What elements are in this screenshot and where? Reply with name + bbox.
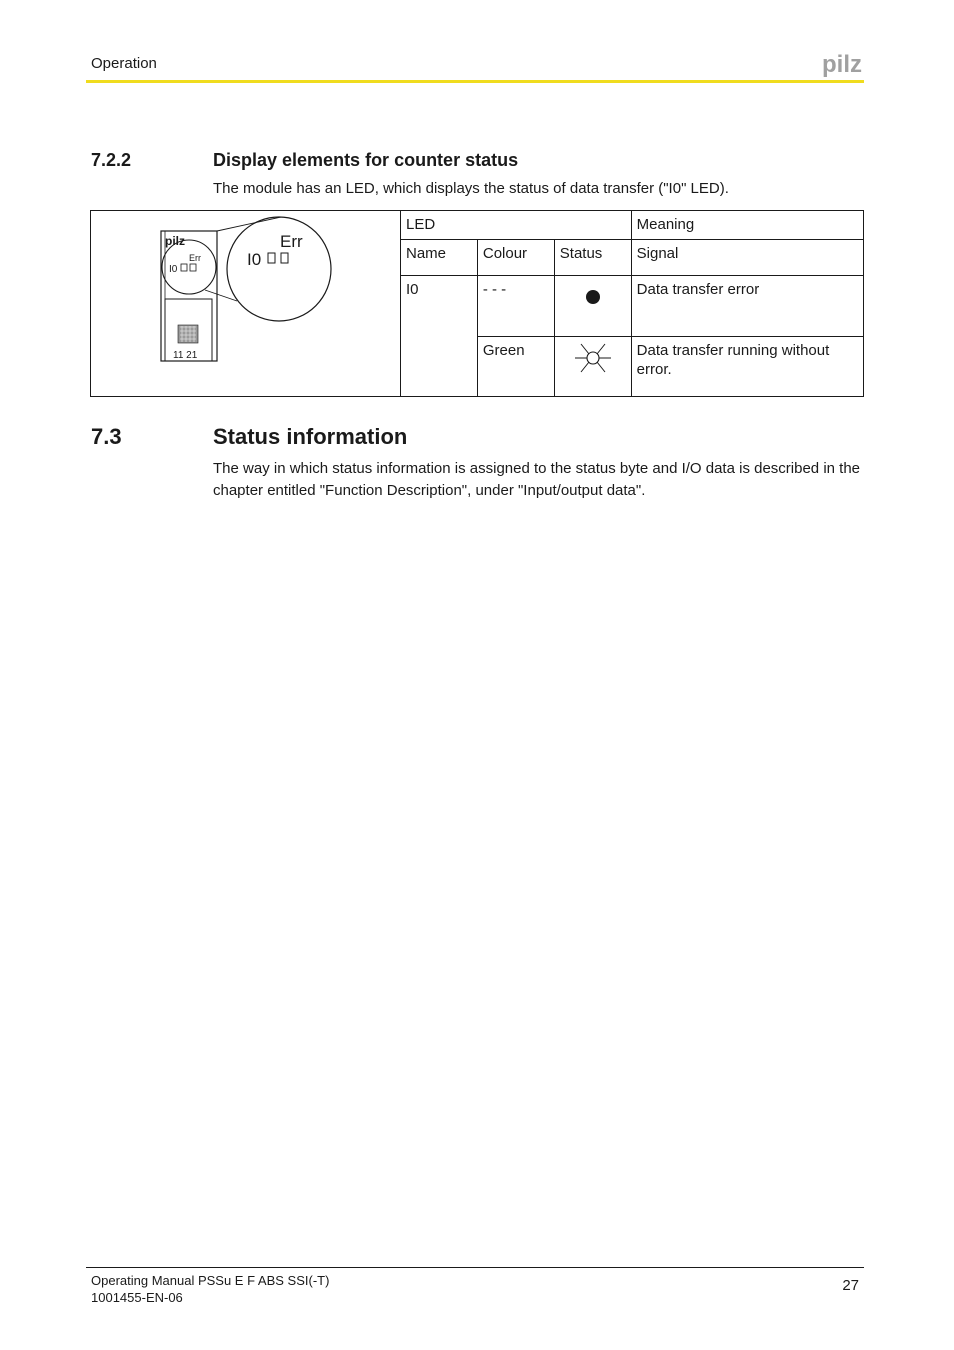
zoom-i0-label: I0 xyxy=(247,250,262,269)
status-cell xyxy=(554,276,631,337)
led-flashing-icon xyxy=(573,341,613,375)
footer-rule xyxy=(86,1267,864,1268)
section-body: The way in which status information is assigned to the status byte and I/O data is described in the chapter entitled "Function Description", under "Input/output data". xyxy=(213,460,861,499)
header-signal: Signal xyxy=(631,240,863,276)
signal-cell: Data transfer running without error. xyxy=(631,337,863,397)
connector-icon xyxy=(178,325,198,343)
zoom-led-icon xyxy=(281,253,288,263)
svg-text:pilz: pilz xyxy=(822,51,862,78)
small-led-icon xyxy=(190,264,196,271)
footer-doc-id: 1001455-EN-06 xyxy=(91,1290,183,1305)
header-led: LED xyxy=(400,211,631,240)
pilz-logo xyxy=(822,50,864,78)
header-name: Name xyxy=(400,240,477,276)
led-filled-icon xyxy=(583,287,603,307)
section-number: 7.3 xyxy=(91,424,122,449)
section-title: Status information xyxy=(213,424,408,449)
figure-brand: pilz xyxy=(165,234,185,248)
led-name-cell: I0 xyxy=(400,276,477,397)
module-figure-cell xyxy=(91,211,401,397)
figure-small-i0: I0 xyxy=(169,264,178,275)
page-number: 27 xyxy=(842,1277,859,1294)
signal-cell: Data transfer error xyxy=(631,276,863,337)
header-colour: Colour xyxy=(477,240,554,276)
zoom-err-label: Err xyxy=(280,232,303,251)
running-header: Operation xyxy=(91,55,157,72)
section-number: 7.2.2 xyxy=(91,150,132,170)
zoom-led-icon xyxy=(268,253,275,263)
header-rule xyxy=(86,80,864,83)
colour-cell: Green xyxy=(477,337,554,397)
colour-cell: - - - xyxy=(477,276,554,337)
led-table xyxy=(90,210,864,397)
figure-terminals: 11 21 xyxy=(173,350,198,361)
footer-manual-title: Operating Manual PSSu E F ABS SSI(-T) xyxy=(91,1273,330,1288)
header-meaning: Meaning xyxy=(631,211,863,240)
small-led-icon xyxy=(181,264,187,271)
status-cell xyxy=(554,337,631,397)
module-figure xyxy=(91,211,399,395)
header-status: Status xyxy=(554,240,631,276)
section-title: Display elements for counter status xyxy=(213,150,519,170)
section-intro: The module has an LED, which displays the status of data transfer ("I0" LED). xyxy=(213,180,729,197)
figure-small-err: Err xyxy=(189,253,201,263)
